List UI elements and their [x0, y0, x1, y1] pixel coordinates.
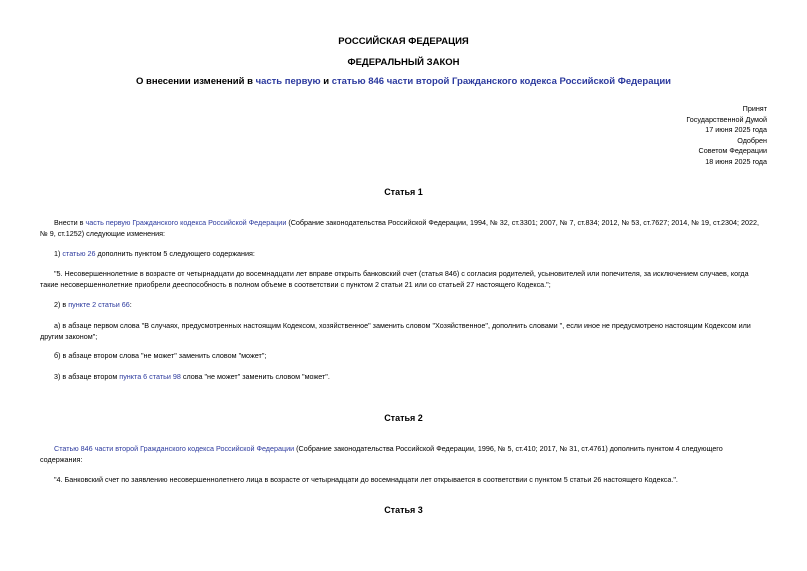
document-title [0, 76, 807, 87]
link-part-one[interactable]: часть первую [255, 76, 321, 87]
sub-item-b: б) в абзаце втором слова "не может" заменить словом "может"; [54, 351, 267, 360]
country-heading: РОССИЙСКАЯ ФЕДЕРАЦИЯ [338, 36, 469, 47]
quote-1-line-2: такие несовершеннолетние приобрели дееспособность в полном объеме в соответствии с пунктом 2 статьи 21 или со статьей 27 настоящего Кодекса."; [40, 280, 551, 289]
intro-line-2: № 9, ст.1252) следующие изменения: [40, 229, 165, 238]
article-2-intro [40, 443, 768, 465]
article-1-intro [40, 217, 768, 239]
article-2-intro-line-2: содержания: [40, 455, 83, 464]
adoption-block [567, 104, 767, 167]
item-2 [40, 299, 768, 310]
sub-item-a [40, 320, 768, 342]
link-article-26[interactable]: статью 26 [62, 249, 96, 258]
article-2-heading: Статья 2 [384, 413, 423, 423]
item-2-prefix: 2) в [54, 300, 69, 309]
article-1-heading: Статья 1 [384, 187, 423, 197]
document-type-heading: ФЕДЕРАЛЬНЫЙ ЗАКОН [347, 57, 460, 68]
adoption-council: Советом Федерации [698, 146, 767, 155]
adoption-duma: Государственной Думой [686, 114, 767, 124]
item-3 [40, 371, 768, 382]
article-3-heading: Статья 3 [384, 505, 423, 515]
link-article-66[interactable]: пункте 2 статьи 66 [68, 300, 130, 309]
quote-1 [40, 268, 768, 290]
sub-item-a-line-1: а) в абзаце первом слова "В случаях, предусмотренных настоящим Кодексом, хозяйственное" заменить словом "Хозяйственное", дополнить словами ", если иное не предусмотрено настоящим Кодексом или [54, 321, 751, 330]
item-1-rest: дополнить пунктом 5 следующего содержания: [95, 249, 255, 258]
adoption-date-duma: 17 июня 2025 года [705, 125, 767, 134]
quote-1-line-1: "5. Несовершеннолетние в возрасте от четырнадцати до восемнадцати лет вправе открыть банковский счет (статья 846) с согласия родителей, усыновителей или попечителя, за исключением случаев, когда [54, 269, 749, 278]
adoption-approved: Одобрен [737, 135, 767, 145]
item-1 [40, 248, 768, 259]
adoption-accepted: Принят [742, 104, 767, 113]
link-article-846-part-two[interactable]: Статью 846 части второй Гражданского кодекса Российской Федерации [54, 444, 295, 453]
title-prefix: О внесении изменений в [135, 76, 256, 87]
intro-rest: (Собрание законодательства Российской Федерации, 1994, № 32, ст.3301; 2007, № 7, ст.834; 2012, № 53, ст.7627; 2014, № 19, ст.2304; 2022, [286, 218, 760, 227]
intro-prefix: Внести в [54, 218, 86, 227]
item-3-prefix: 3) в абзаце втором [54, 372, 120, 381]
article-2-quote: "4. Банковский счет по заявлению несовершеннолетнего лица в возрасте от четырнадцати до восемнадцати лет открывается в соответствии с пунктом 5 статьи 26 настоящего Кодекса.". [54, 475, 678, 484]
sub-item-a-line-2: другим законом"; [40, 332, 98, 341]
item-3-rest: слова "не может" заменить словом "может". [180, 372, 330, 381]
link-civil-code-part-one[interactable]: часть первую Гражданского кодекса Российской Федерации [85, 218, 287, 227]
item-2-rest: : [129, 300, 132, 309]
link-article-846[interactable]: статью 846 части второй Гражданского кодекса Российской Федерации [331, 76, 672, 87]
link-article-98[interactable]: пункта 6 статьи 98 [119, 372, 181, 381]
adoption-date-council: 18 июня 2025 года [705, 156, 767, 166]
article-2-intro-rest: (Собрание законодательства Российской Федерации, 1996, № 5, ст.410; 2017, № 31, ст.4761) дополнить пунктом 4 следующего [294, 444, 723, 453]
item-1-prefix: 1) [54, 249, 63, 258]
title-and: и [320, 76, 332, 87]
